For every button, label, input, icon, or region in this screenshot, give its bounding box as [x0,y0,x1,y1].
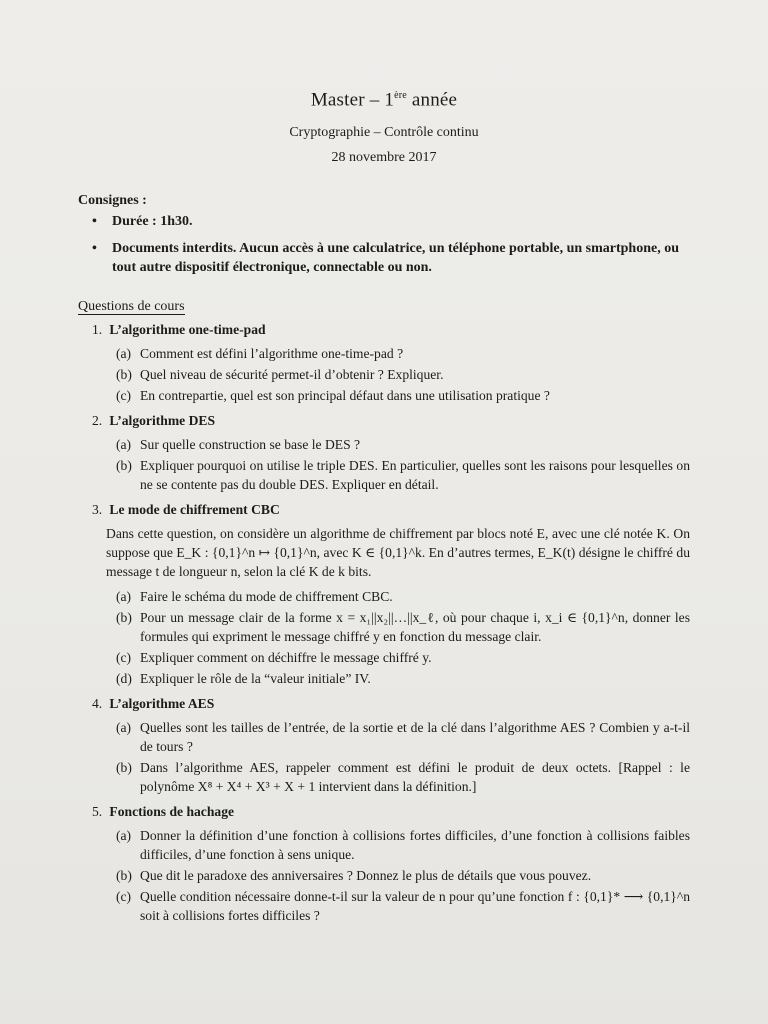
sub-question: (a) Sur quelle construction se base le DES ? [116,437,361,453]
sub-question: (c) En contrepartie, quel est son principal défaut dans une utilisation pratique ? [116,388,550,404]
question-3 [78,500,690,688]
sub-question: (a) Quelles sont les tailles de l’entrée, de la sortie et de la clé dans l’algorithme AES ? Combien y a-t-il de tours ? [116,720,690,755]
sub-question: (c) Expliquer comment on déchiffre le message chiffré y. [116,650,432,666]
sub-question: (b) Dans l’algorithme AES, rappeler comment est défini le produit de deux octets. [Rappel : le polynôme X⁸ + X⁴ + X³ + X + 1 intervient dans la définition.] [116,760,690,795]
sub-question: (a) Faire le schéma du mode de chiffrement CBC. [116,589,393,605]
question-1 [78,320,690,405]
sub-question: (b) Expliquer pourquoi on utilise le triple DES. En particulier, quelles sont les raisons pour lesquelles on ne se contente pas du double DES. Expliquer en détail. [116,458,690,493]
sub-question: (b) Que dit le paradoxe des anniversaires ? Donnez le plus de détails que vous pouvez. [116,868,592,884]
consigne-item: • Durée : 1h30. [92,214,193,230]
exam-date: 28 novembre 2017 [331,150,437,166]
sub-question: (d) Expliquer le rôle de la “valeur initiale” IV. [116,671,371,687]
questions-list [78,320,690,925]
bullet-icon: • [92,241,97,257]
page-title: Master – 1ère année [310,89,458,111]
question-5 [78,802,690,925]
question-4 [78,694,690,796]
consignes-heading: Consignes : [78,193,147,209]
question-2 [78,411,690,494]
bullet-icon: • [92,214,97,230]
sub-question: (b) Quel niveau de sécurité permet-il d’obtenir ? Expliquer. [116,367,444,383]
exam-content [78,86,690,931]
sub-question: (a) Donner la définition d’une fonction à collisions fortes difficiles, d’une fonction à collisions faibles difficiles, d’une fonction à sens unique. [116,828,690,863]
question-title: 3. Le mode de chiffrement CBC [92,502,280,518]
question-title: 2. L’algorithme DES [92,413,216,429]
consigne-item: • Documents interdits. Aucun accès à une calculatrice, un téléphone portable, un smartphone, ou tout autre dispositif électronique, connectable ou non. [92,241,679,276]
question-title: 5. Fonctions de hachage [92,804,235,820]
consignes-list [78,212,690,277]
sub-question: (c) Quelle condition nécessaire donne-t-il sur la valeur de n pour qu’une fonction f : {0,1}* ⟶ {0,1}^n soit à collisions fortes difficiles ? [116,889,690,924]
question-title: 4. L’algorithme AES [92,696,215,712]
section-heading: Questions de cours [78,299,185,315]
course-subtitle: Cryptographie – Contrôle continu [289,125,479,141]
question-title: 1. L’algorithme one-time-pad [92,322,266,338]
sub-question: (b) Pour un message clair de la forme x = x₁||x₂||…||x_ℓ, où pour chaque i, x_i ∈ {0,1}^n, donner les formules qui expriment le message chiffré y en fonction du message clair. [116,610,690,645]
sub-question: (a) Comment est défini l’algorithme one-time-pad ? [116,346,404,362]
question-intro: Dans cette question, on considère un algorithme de chiffrement par blocs noté E, avec une clé notée K. On suppose que E_K : {0,1}^n ↦ {0,1}^n, avec K ∈ {0,1}^k. En d’autres termes, E_K(t) désigne le chiffré du message t de longueur n, selon la clé K de k bits. [106,526,690,580]
